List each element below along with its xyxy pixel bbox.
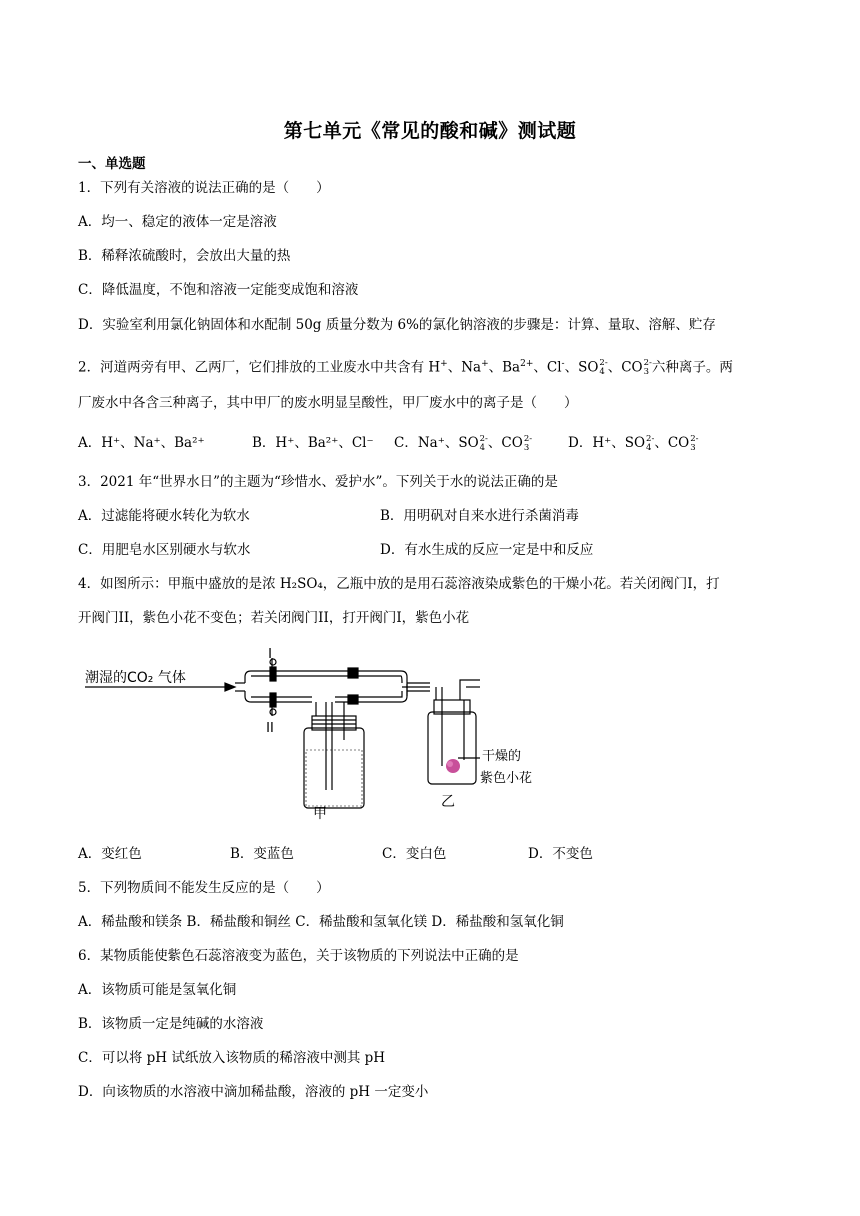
q3-option-c: C．用肥皂水区别硬水与软水 [78,542,251,558]
q6-stem: 6．某物质能使紫色石蕊溶液变为蓝色，关于该物质的下列说法中正确的是 [78,948,519,964]
q2-stem-line1: 2．河道两旁有甲、乙两厂，它们排放的工业废水中共含有 H+、Na+、$Ba^{2+}$、Cl-、SO 2- 4 、CO 2- 3 六种离子。两 [78,358,733,377]
q6-option-a: A．该物质可能是氢氧化铜 [78,982,237,998]
q2-stem-line2: 厂废水中各含三种离子，其中甲厂的废水明显呈酸性，甲厂废水中的离子是（ ） [78,395,578,411]
q1-option-c: C．降低温度，不饱和溶液一定能变成饱和溶液 [78,282,359,298]
q2-option-b: B．H⁺、Ba²⁺、Cl⁻ [252,435,374,451]
q1-option-b: B．稀释浓硫酸时，会放出大量的热 [78,248,291,264]
section-heading: 一、单选题 [78,156,146,172]
flower-label-line1: 干燥的 [482,749,522,764]
q1-option-a: A．均一、稳定的液体一定是溶液 [78,214,277,230]
gas-label: 潮湿的CO₂ 气体 [85,670,186,686]
q2-option-c: C．Na⁺、SO 2- 4 、CO 2- 3 [394,433,533,453]
valve-i-label: I [268,647,272,662]
q4-option-d: D．不变色 [528,846,593,862]
gas-arrow-head [225,683,235,691]
q2-option-a: A．H⁺、Na⁺、Ba²⁺ [78,435,205,451]
q1-stem: 1．下列有关溶液的说法正确的是（ ） [78,180,330,196]
flower-label-line2: 紫色小花 [480,771,533,786]
bottle-yi [428,712,476,784]
q4-option-b: B．变蓝色 [230,846,294,862]
q4-option-c: C．变白色 [382,846,447,862]
q2-option-d: D．H⁺、SO 2- 4 、CO 2- 3 [568,433,699,453]
page-title: 第七单元《常见的酸和碱》测试题 [283,120,577,142]
valve-i-marker [270,667,276,681]
q3-option-d: D．有水生成的反应一定是中和反应 [380,542,594,558]
q5-stem: 5．下列物质间不能发生反应的是（ ） [78,880,330,896]
bottle-yi-label: 乙 [441,794,455,810]
q3-option-a: A．过滤能将硬水转化为软水 [78,508,250,524]
valve-ii-marker [270,693,276,707]
valve-ii-label: II [266,721,274,736]
upper-tube [245,671,407,683]
q3-options-row1 [78,506,579,526]
q3-option-b: B．用明矾对自来水进行杀菌消毒 [380,508,579,524]
q4-stem-line1: 4．如图所示：甲瓶中盛放的是浓 H₂SO₄，乙瓶中放的是用石蕊溶液染成紫色的干燥小花。若关闭阀门I，打 [78,576,720,592]
q6-option-b: B．该物质一定是纯碱的水溶液 [78,1016,264,1032]
q3-stem: 3．2021 年“世界水日”的主题为“珍惜水、爱护水”。下列关于水的说法正确的是 [78,474,558,490]
q4-stem-line2: 开阀门II，紫色小花不变色；若关闭阀门II，打开阀门I，紫色小花 [78,610,470,626]
q6-option-c: C．可以将 pH 试纸放入该物质的稀溶液中测其 pH [78,1050,386,1066]
q5-options: A．稀盐酸和镁条 B．稀盐酸和铜丝 C．稀盐酸和氢氧化镁 D．稀盐酸和氢氧化铜 [78,914,564,930]
q3-options-row2 [78,540,593,560]
q4-option-a: A．变红色 [78,846,142,862]
q6-option-d: D．向该物质的水溶液中滴加稀盐酸，溶液的 pH 一定变小 [78,1084,429,1100]
q2-stem-pre: 2．河道两旁有甲、乙两厂，它们排放的工业废水中共含有 H [78,359,441,376]
bottle-jia-label: 甲 [313,806,327,820]
q2-stem-tail: 六种离子。两 [651,359,733,376]
apparatus-diagram [80,640,560,820]
q2-options [78,433,699,453]
q4-options [78,844,593,864]
apparatus-figure [80,640,560,820]
q1-option-d: D．实验室利用氯化钠固体和水配制 50g 质量分数为 6%的氯化钠溶液的步骤是：计算、量取、溶解、贮存 [78,317,716,333]
